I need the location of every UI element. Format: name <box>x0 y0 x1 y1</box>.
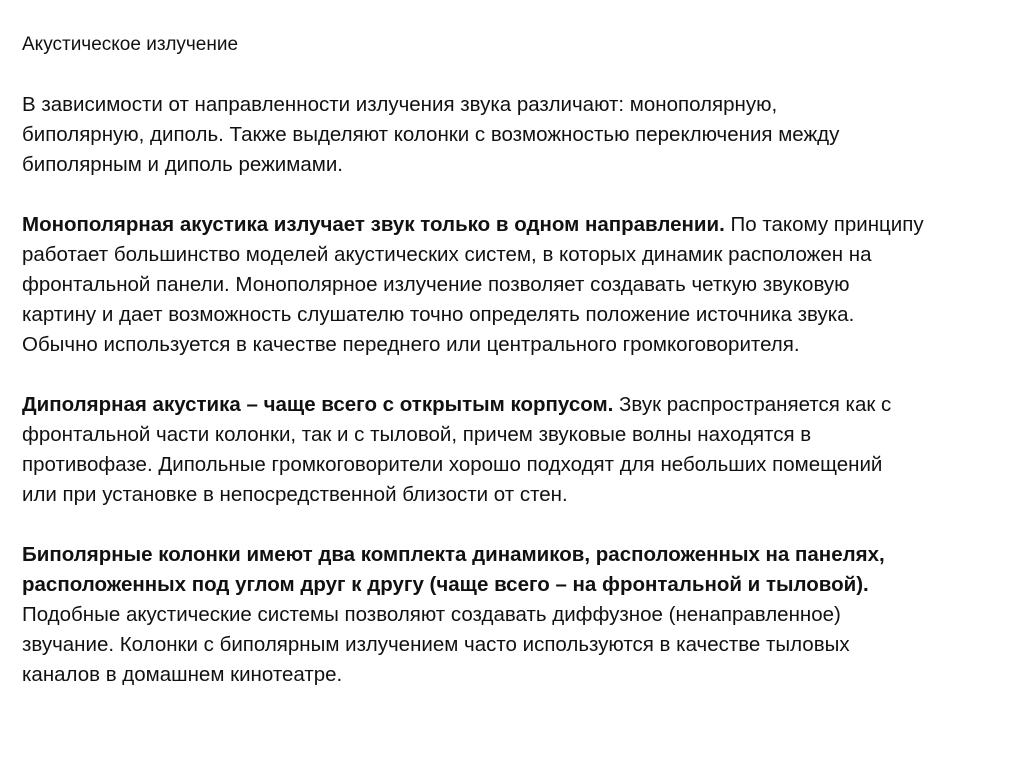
text-line: противофазе. Дипольные громкоговорители хорошо подходят для небольших помещений <box>22 453 883 476</box>
text-line <box>22 210 1022 240</box>
paragraph-bipolar <box>22 540 1022 690</box>
text-line <box>22 570 1022 600</box>
text-line: биполярную, диполь. Также выделяют колонки с возможностью переключения между <box>22 123 840 146</box>
paragraph-intro <box>22 90 1022 180</box>
text-line: работает большинство моделей акустических систем, в которых динамик расположен на <box>22 243 872 266</box>
text-line: или при установке в непосредственной близости от стен. <box>22 483 568 506</box>
text-line: Обычно используется в качестве переднего или центрального громкоговорителя. <box>22 333 800 356</box>
text-line: звучание. Колонки с биполярным излучением часто используются в качестве тыловых <box>22 633 850 656</box>
bold-heading: Диполярная акустика – чаще всего с открытым корпусом. <box>22 393 614 416</box>
text-line <box>22 540 1022 570</box>
text-run: По такому принципу <box>724 213 924 236</box>
bold-heading: Монополярная акустика излучает звук только в одном направлении. <box>22 213 725 236</box>
text-run: Звук распространяется как с <box>613 393 892 416</box>
bold-heading: Биполярные колонки имеют два комплекта динамиков, расположенных на панелях, <box>22 543 885 566</box>
text-line: В зависимости от направленности излучения звука различают: монополярную, <box>22 93 778 116</box>
slide-title: Акустическое излучение <box>22 34 239 55</box>
bold-heading: расположенных под углом друг к другу (чаще всего – на фронтальной и тыловой). <box>22 573 869 596</box>
text-line: фронтальной панели. Монополярное излучение позволяет создавать четкую звуковую <box>22 273 850 296</box>
text-line: фронтальной части колонки, так и с тыловой, причем звуковые волны находятся в <box>22 423 812 446</box>
text-line: Подобные акустические системы позволяют создавать диффузное (ненаправленное) <box>22 603 841 626</box>
paragraph-monopolar <box>22 210 1022 360</box>
text-line: каналов в домашнем кинотеатре. <box>22 663 343 686</box>
text-line: картину и дает возможность слушателю точно определять положение источника звука. <box>22 303 855 326</box>
paragraph-dipole <box>22 390 1022 510</box>
text-line <box>22 390 1022 420</box>
slide-content <box>22 30 1022 690</box>
text-line: биполярным и диполь режимами. <box>22 153 343 176</box>
